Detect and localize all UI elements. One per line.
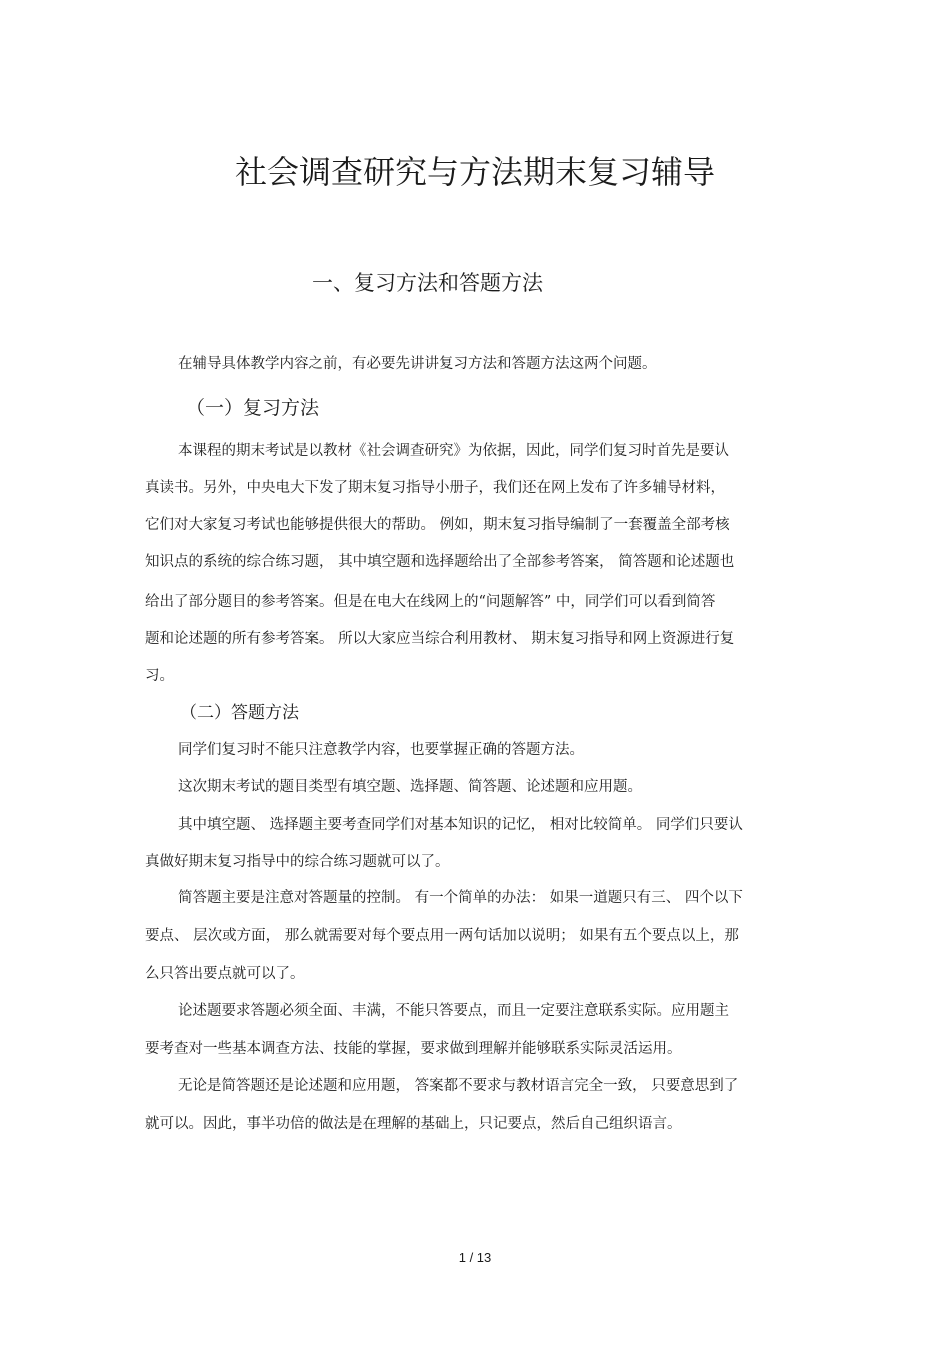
paragraph-line: 这次期末考试的题目类型有填空题、选择题、简答题、论述题和应用题。 [178,779,642,795]
text-line: 本课程的期末考试是以教材《社会调查研究》为依据，因此，同学们复习时首先是要认 [178,443,729,459]
text-line: 习。 [145,668,174,684]
text-line: 真读书。另外，中央电大下发了期末复习指导小册子，我们还在网上发布了许多辅导材料， [145,480,725,496]
text-line: 简答题主要是注意对答题量的控制。 有一个简单的办法： 如果一道题只有三、 四个以下 [178,890,743,906]
subheading-review-method: （一）复习方法 [186,397,320,419]
text-line: 要考查对一些基本调查方法、技能的掌握，要求做到理解并能够联系实际灵活运用。 [145,1041,682,1057]
page-number: 1 / 13 [458,1250,492,1265]
text-line: 知识点的系统的综合练习题， 其中填空题和选择题给出了全部参考答案， 简答题和论述题也 [145,554,735,570]
text-line: 论述题要求答题必须全面、丰满，不能只答要点，而且一定要注意联系实际。应用题主 [178,1003,729,1019]
text-line: 真做好期末复习指导中的综合练习题就可以了。 [145,854,450,870]
doc-title: 社会调查研究与方法期末复习辅导 [234,153,715,191]
paragraph-line: 同学们复习时不能只注意教学内容，也要掌握正确的答题方法。 [178,742,584,758]
text-line: 它们对大家复习考试也能够提供很大的帮助。 例如，期末复习指导编制了一套覆盖全部考核 [145,517,730,533]
text-line: 题和论述题的所有参考答案。 所以大家应当综合利用教材、 期末复习指导和网上资源进行复 [145,631,735,647]
text-line: 么只答出要点就可以了。 [145,966,305,982]
intro-paragraph: 在辅导具体教学内容之前，有必要先讲讲复习方法和答题方法这两个问题。 [178,356,657,372]
text-line: 无论是简答题还是论述题和应用题， 答案都不要求与教材语言完全一致， 只要意思到了 [178,1078,739,1094]
text-line: 给出了部分题目的参考答案。但是在电大在线网上的“问题解答” 中，同学们可以看到简答 [145,594,716,610]
text-line: 就可以。因此，事半功倍的做法是在理解的基础上，只记要点，然后自己组织语言。 [145,1116,682,1132]
section-heading: 一、复习方法和答题方法 [312,271,543,295]
text-line: 其中填空题、 选择题主要考查同学们对基本知识的记忆， 相对比较简单。 同学们只要认 [178,817,743,833]
text-line: 要点、 层次或方面， 那么就需要对每个要点用一两句话加以说明； 如果有五个要点以上，那 [145,928,739,944]
subheading-answer-method: （二）答题方法 [180,703,299,723]
